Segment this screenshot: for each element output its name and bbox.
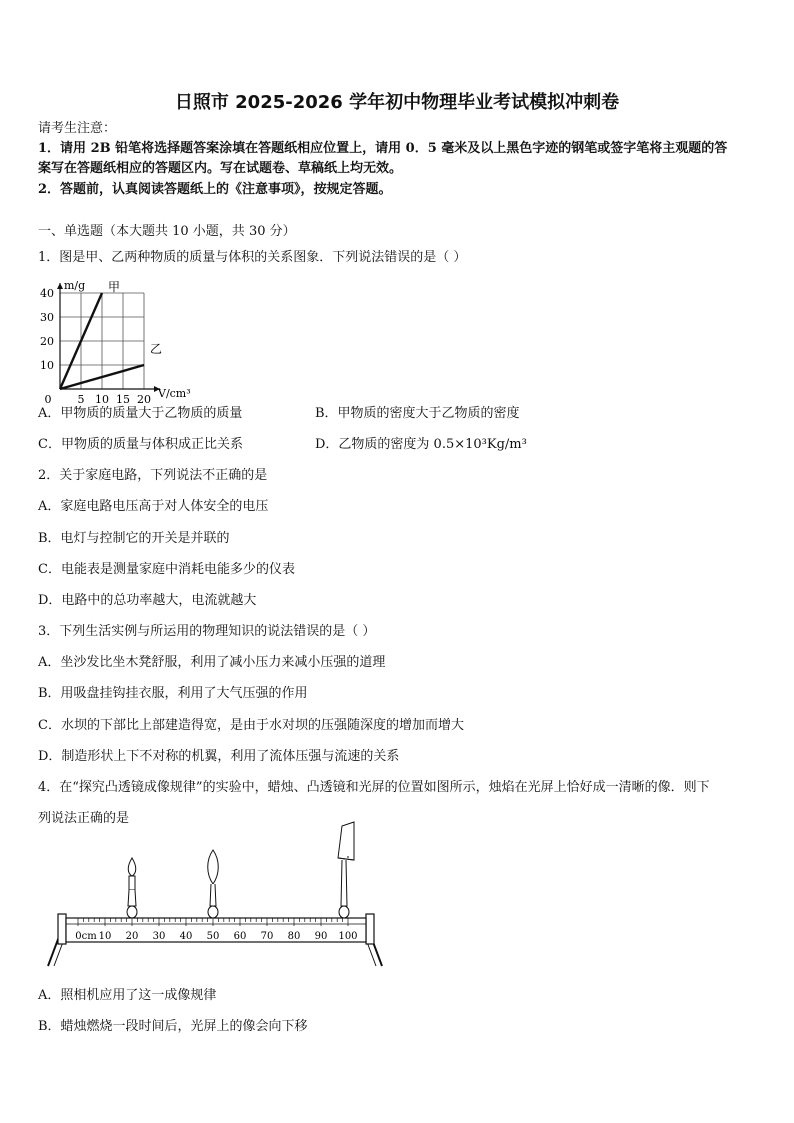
question-1-option-b: B．甲物质的密度大于乙物质的密度	[315, 406, 520, 421]
question-1-option-c: C．甲物质的质量与体积成正比关系	[38, 437, 243, 452]
question-1-option-d: D．乙物质的密度为 0.5×10³Kg/m³	[315, 437, 527, 452]
ruler-label: 10	[98, 931, 112, 942]
question-3-stem: 3．下列生活实例与所运用的物理知识的说法错误的是（ ）	[38, 624, 376, 639]
y-tick-label: 10	[40, 359, 54, 372]
page-title: 日照市 2025-2026 学年初中物理毕业考试模拟冲刺卷	[174, 92, 620, 113]
y-axis-arrow	[57, 283, 63, 289]
x-tick-label: 10	[95, 393, 109, 406]
question-3-option-d: D．制造形状上下不对称的机翼，利用了流体压强与流速的关系	[38, 749, 400, 764]
candle-flame	[128, 858, 136, 876]
x-tick-label: 5	[77, 393, 85, 406]
graph-labels	[40, 279, 191, 406]
graph-grid	[60, 293, 144, 389]
question-1-option-a: A．甲物质的质量大于乙物质的质量	[38, 406, 243, 421]
optical-bench-diagram	[36, 842, 396, 972]
x-tick-label: 15	[116, 393, 130, 406]
ruler-label: 30	[152, 931, 166, 942]
candle-body	[129, 876, 135, 890]
question-4-option-a: A．照相机应用了这一成像规律	[38, 988, 217, 1003]
y-axis-label: m/g	[64, 279, 86, 292]
question-2-stem: 2．关于家庭电路，下列说法不正确的是	[38, 468, 268, 483]
ruler-label: 0cm	[75, 931, 97, 942]
ruler-label: 80	[287, 931, 301, 942]
y-tick-label: 20	[40, 335, 54, 348]
question-2-option-b: B．电灯与控制它的开关是并联的	[38, 531, 230, 546]
notice-item-1-line-2: 案写在答题纸相应的答题区内。写在试题卷、草稿纸上均无效。	[38, 161, 403, 176]
ruler-label: 50	[206, 931, 220, 942]
notice-item-1-line-1: 1．请用 2B 铅笔将选择题答案涂填在答题纸相应位置上，请用 0．5 毫米及以上黑色字迹的钢笔或签字笔将主观题的答	[38, 141, 728, 156]
ruler-label: 70	[260, 931, 274, 942]
ruler-label: 20	[125, 931, 139, 942]
question-2-option-c: C．电能表是测量家庭中消耗电能多少的仪表	[38, 562, 295, 577]
ruler-label: 100	[338, 931, 358, 942]
x-axis-label: V/cm³	[158, 387, 191, 400]
light-screen	[338, 822, 354, 918]
convex-lens	[208, 850, 219, 918]
x-tick-label: 0	[44, 393, 52, 406]
question-1-stem: 1．图是甲、乙两种物质的质量与体积的关系图象．下列说法错误的是（ ）	[38, 250, 467, 265]
y-tick-label: 30	[40, 311, 54, 324]
notice-item-2: 2．答题前，认真阅读答题纸上的《注意事项》，按规定答题。	[38, 182, 392, 197]
question-4-stem-line-2: 列说法正确的是	[38, 811, 130, 826]
question-2-option-a: A．家庭电路电压高于对人体安全的电压	[38, 499, 269, 514]
series-label-2: 乙	[150, 342, 163, 356]
ruler-label: 60	[233, 931, 247, 942]
question-3-option-a: A．坐沙发比坐木凳舒服，利用了减小压力来减小压强的道理	[38, 655, 386, 670]
question-3-option-c: C．水坝的下部比上部建造得宽，是由于水对坝的压强随深度的增加而增大	[38, 718, 464, 733]
y-tick-label: 40	[40, 287, 54, 300]
bench-post-left	[58, 914, 66, 944]
notice-heading: 请考生注意：	[38, 121, 117, 136]
x-tick-label: 20	[137, 393, 151, 406]
question-2-option-d: D．电路中的总功率越大，电流就越大	[38, 593, 257, 608]
mass-volume-graph	[30, 270, 230, 406]
question-3-option-b: B．用吸盘挂钩挂衣服，利用了大气压强的作用	[38, 686, 308, 701]
section-heading: 一、单选题（本大题共 10 小题，共 30 分）	[38, 224, 296, 239]
ruler-label: 90	[314, 931, 328, 942]
question-4-stem-line-1: 4．在“探究凸透镜成像规律”的实验中，蜡烛、凸透镜和光屏的位置如图所示，烛焰在光屏上恰好成一清晰的像．则下	[38, 780, 710, 795]
candle	[127, 858, 137, 918]
bench-post-right	[366, 914, 374, 944]
question-4-option-b: B．蜡烛燃烧一段时间后，光屏上的像会向下移	[38, 1019, 308, 1034]
ruler-label: 40	[179, 931, 193, 942]
series-label-1: 甲	[108, 280, 121, 294]
